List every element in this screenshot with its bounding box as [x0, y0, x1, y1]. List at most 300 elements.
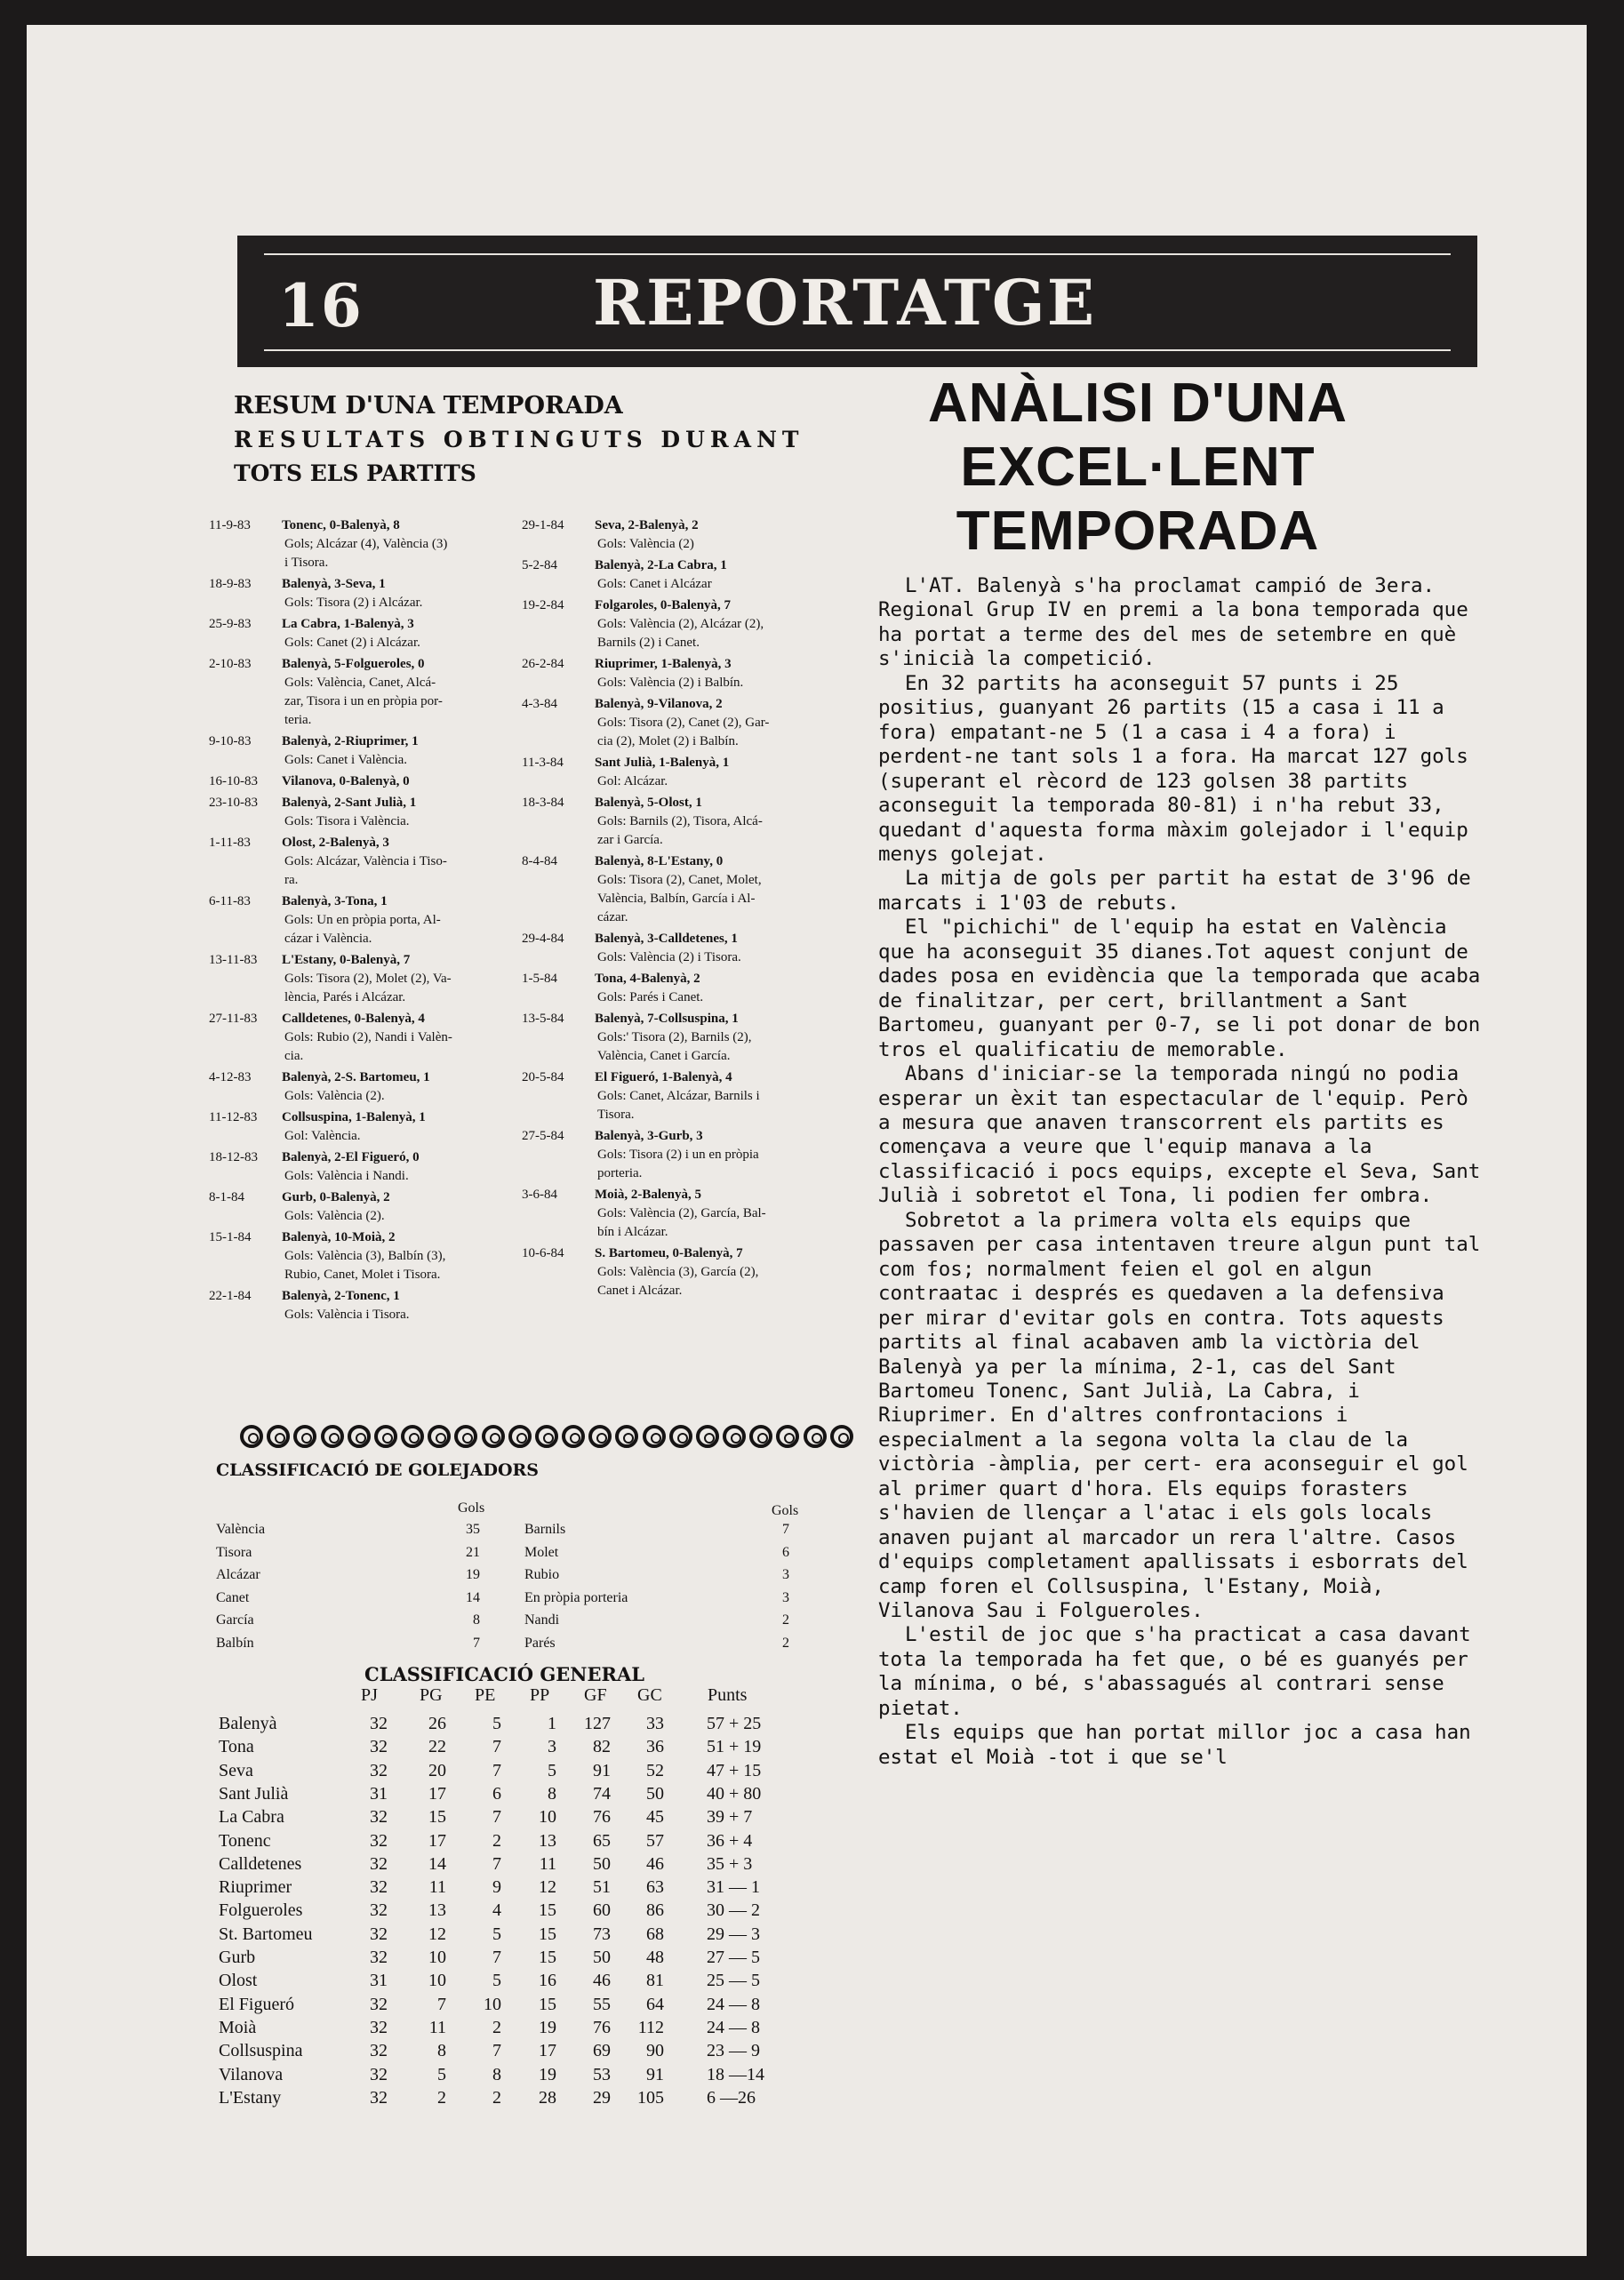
scorer-goals: 7 [473, 1635, 480, 1651]
standings-cell: 32 [370, 1737, 388, 1757]
result-date: 18-9-83 [209, 577, 252, 591]
standings-cell: 32 [370, 1924, 388, 1944]
standings-cell: 31 [370, 1971, 388, 1991]
standings-cell: 76 [593, 1807, 611, 1828]
ornament-ring [454, 1425, 477, 1448]
result-date: 13-5-84 [522, 1012, 564, 1026]
scorer-goals: 3 [782, 1567, 789, 1582]
result-score: Balenyà, 2-Tonenc, 1 [282, 1289, 400, 1303]
scorer-name: Molet [524, 1544, 559, 1560]
standings-cell: 46 [593, 1971, 611, 1991]
ornament-ring [804, 1425, 827, 1448]
result-scorers: bín i Alcázar. [597, 1225, 668, 1239]
standings-cell: 11 [428, 2017, 446, 2037]
result-scorers: Gol: Alcázar. [597, 774, 668, 788]
result-date: 5-2-84 [522, 558, 557, 572]
standings-cell: 32 [370, 1877, 388, 1898]
standings-cell: 19 [539, 2064, 556, 2084]
standings-cell: 39 + 7 [707, 1807, 753, 1828]
article-title-line: ANÀLISI D'UNA [927, 372, 1348, 434]
result-date: 3-6-84 [522, 1188, 557, 1202]
result-text [595, 655, 824, 692]
standings-cell: 36 [646, 1737, 664, 1757]
result-scorers: teria. [284, 713, 312, 727]
result-score: Balenyà, 7-Collsuspina, 1 [595, 1012, 739, 1026]
result-score: Riuprimer, 1-Balenyà, 3 [595, 657, 732, 671]
section-banner [237, 236, 1477, 367]
standings-cell: 1 [548, 1714, 556, 1733]
scorer-name: Nandi [524, 1612, 560, 1628]
standings-cell: 31 [370, 1783, 388, 1804]
result-score: Calldetenes, 0-Balenyà, 4 [282, 1012, 425, 1026]
result-score: Balenyà, 9-Vilanova, 2 [595, 697, 723, 711]
standings-header: PE [475, 1685, 496, 1705]
result-text [282, 655, 511, 730]
result-text [282, 1287, 511, 1324]
summary-subheading-2: TOTS ELS PARTITS [234, 460, 476, 486]
team-name: El Figueró [219, 1994, 294, 2014]
result-scorers: Gols: València (2), García, Bal- [597, 1206, 766, 1220]
scorers-title: CLASSIFICACIÓ DE GOLEJADORS [216, 1460, 540, 1480]
standings-cell: 16 [539, 1971, 556, 1991]
standings-cell: 8 [548, 1783, 556, 1804]
article-body [878, 574, 1492, 1770]
standings-cell: 29 — 3 [707, 1924, 760, 1944]
result-date: 18-3-84 [522, 796, 564, 810]
result-score: Gurb, 0-Balenyà, 2 [282, 1190, 390, 1204]
article-paragraph: En 32 partits ha aconseguit 57 punts i 25 positius, guanyant 26 partits (15 a casa i 11 a fora) empatant-ne 5 (1 a casa i 4 a fora) i perdent-ne tant sols 1 a fora. Ha marcat 127 gols (superant el rècord de 123 golsen 38 partits aconseguit la temporada 80-81) i n'ha rebut 33, quedant d'aquesta forma màxim golejador i l'equip menys golejat. [878, 671, 1468, 866]
standings-cell: 32 [370, 2087, 388, 2108]
standings-title: CLASSIFICACIÓ GENERAL [364, 1663, 644, 1685]
result-scorers: Gols: Tisora (2), Molet (2), Va- [284, 972, 452, 986]
scorer-goals: 8 [473, 1612, 480, 1628]
result-date: 13-11-83 [209, 953, 258, 967]
standings-cell: 57 [646, 1830, 664, 1851]
standings-cell: 36 + 4 [707, 1830, 753, 1851]
result-scorers: Gols; Alcázar (4), València (3) [284, 537, 448, 551]
ornament-ring [588, 1425, 612, 1448]
standings-cell: 90 [646, 2041, 664, 2061]
standings-cell: 32 [370, 1760, 388, 1780]
standings-cell: 105 [637, 2087, 664, 2108]
result-text [595, 1068, 824, 1124]
result-scorers: cia (2), Molet (2) i Balbín. [597, 734, 739, 748]
team-name: Moià [219, 2017, 257, 2037]
result-date: 19-2-84 [522, 598, 564, 612]
result-date: 4-12-83 [209, 1070, 252, 1084]
page-number: 16 [278, 271, 364, 340]
standings-cell: 68 [646, 1924, 664, 1944]
team-name: Tona [219, 1737, 254, 1757]
standings-cell: 7 [492, 1807, 501, 1828]
page [27, 25, 1587, 2256]
result-score: S. Bartomeu, 0-Balenyà, 7 [595, 1246, 743, 1260]
result-scorers: Gols: Tisora (2) i un en pròpia [597, 1148, 759, 1162]
result-text [282, 892, 511, 948]
result-text [595, 516, 824, 554]
ornament-ring [776, 1425, 799, 1448]
standings-cell: 46 [646, 1853, 664, 1874]
result-text [282, 1010, 511, 1066]
standings-cell: 17 [539, 2041, 556, 2061]
result-scorers: València, Canet i García. [597, 1049, 731, 1063]
scorer-goals: 2 [782, 1635, 789, 1651]
result-scorers: Gols: Tisora (2), Canet (2), Gar- [597, 716, 770, 730]
standings-cell: 63 [646, 1877, 664, 1898]
standings-cell: 47 + 15 [707, 1760, 762, 1780]
standings-cell: 7 [492, 1948, 501, 1967]
standings-cell: 60 [593, 1900, 611, 1921]
scorer-name: Alcázar [216, 1567, 260, 1582]
standings-cell: 26 [428, 1714, 446, 1733]
article-title [853, 372, 1422, 564]
team-name: Sant Julià [219, 1783, 289, 1804]
standings-cell: 10 [539, 1807, 556, 1828]
result-score: Balenyà, 2-Sant Julià, 1 [282, 796, 417, 810]
ornament-ring [830, 1425, 853, 1448]
standings-cell: 73 [593, 1924, 611, 1944]
standings-cell: 5 [492, 1924, 501, 1944]
standings-cell: 32 [370, 2041, 388, 2061]
result-score: La Cabra, 1-Balenyà, 3 [282, 617, 414, 631]
standings-cell: 17 [428, 1783, 446, 1804]
standings-header: PP [530, 1685, 550, 1705]
ornament-ring [348, 1425, 371, 1448]
result-text [282, 1188, 511, 1226]
result-scorers: lència, Parés i Alcázar. [284, 990, 406, 1004]
article-title-line: EXCEL·LENT [960, 436, 1316, 498]
team-name: Olost [219, 1971, 258, 1991]
result-scorers: Gols: Canet i Alcázar [597, 577, 712, 591]
standings-cell: 32 [370, 1807, 388, 1828]
result-scorers: Gols: València (2). [284, 1209, 385, 1223]
ornament-ring [482, 1425, 505, 1448]
result-scorers: cia. [284, 1049, 304, 1063]
result-text [282, 575, 511, 612]
result-date: 25-9-83 [209, 617, 252, 631]
standings-cell: 81 [646, 1971, 664, 1991]
scorer-name: Rubio [524, 1567, 560, 1582]
standings-cell: 31 — 1 [707, 1877, 760, 1898]
result-score: Balenyà, 2-El Figueró, 0 [282, 1150, 420, 1164]
result-date: 18-12-83 [209, 1150, 258, 1164]
result-score: Balenyà, 2-S. Bartomeu, 1 [282, 1070, 430, 1084]
team-name: Seva [219, 1760, 253, 1780]
scorer-name: Balbín [216, 1635, 254, 1651]
result-score: Sant Julià, 1-Balenyà, 1 [595, 756, 730, 770]
result-score: Balenyà, 3-Tona, 1 [282, 894, 388, 908]
standings-cell: 52 [646, 1760, 664, 1780]
standings-cell: 25 — 5 [707, 1971, 760, 1991]
standings-cell: 127 [584, 1714, 611, 1733]
result-scorers: Gols: València (2). [284, 1089, 385, 1103]
article-paragraph: Abans d'iniciar-se la temporada ningú no podia esperar un èxit tan espectacular de l'equip. Però a mesura que anaven transcorrent els partits es començava a veure que l'equip manava a la classificació i pocs equips, excepte el Seva, Sant Julià i sobretot el Tona, li podien fer ombra. [878, 1062, 1481, 1208]
ornament-ring [669, 1425, 692, 1448]
team-name: L'Estany [219, 2087, 282, 2108]
standings-cell: 10 [428, 1948, 446, 1967]
standings-cell: 45 [646, 1807, 664, 1828]
result-scorers: Gols: Canet i València. [284, 753, 408, 767]
ornament-ring [428, 1425, 451, 1448]
ornament-divider [240, 1425, 853, 1460]
ornament-ring [643, 1425, 666, 1448]
ornament-ring [401, 1425, 424, 1448]
scorer-goals: 19 [466, 1567, 480, 1582]
standings-header: PG [420, 1685, 443, 1705]
standings-cell: 10 [484, 1994, 501, 2014]
result-text [595, 754, 824, 791]
standings-cell: 22 [428, 1737, 446, 1757]
result-score: Balenyà, 5-Folgueroles, 0 [282, 657, 425, 671]
standings-cell: 82 [593, 1737, 611, 1757]
scorer-name: Parés [524, 1635, 556, 1651]
result-scorers: Gols: Un en pròpia porta, Al- [284, 913, 441, 927]
standings-cell: 57 + 25 [707, 1714, 762, 1733]
result-score: El Figueró, 1-Balenyà, 4 [595, 1070, 732, 1084]
result-date: 29-4-84 [522, 932, 564, 946]
standings-cell: 2 [492, 1830, 501, 1851]
standings-cell: 14 [428, 1853, 446, 1874]
standings-cell: 2 [492, 2087, 501, 2108]
standings-cell: 29 [593, 2087, 611, 2108]
result-text [595, 1186, 824, 1242]
result-date: 29-1-84 [522, 518, 564, 532]
ornament-ring [696, 1425, 719, 1448]
standings-header: Punts [708, 1685, 748, 1705]
result-score: Balenyà, 3-Gurb, 3 [595, 1129, 703, 1143]
standings-cell: 74 [593, 1783, 611, 1804]
result-scorers: Canet i Alcázar. [597, 1284, 683, 1298]
standings-cell: 50 [593, 1853, 611, 1874]
result-scorers: Gols: Tisora (2) i Alcázar. [284, 596, 423, 610]
standings-cell: 13 [428, 1900, 446, 1921]
result-score: Tona, 4-Balenyà, 2 [595, 972, 700, 986]
ornament-ring [723, 1425, 746, 1448]
standings-cell: 15 [539, 1924, 556, 1944]
standings-header: GC [637, 1685, 662, 1705]
standings-cell: 7 [492, 2041, 501, 2061]
result-text [595, 852, 824, 927]
team-name: Gurb [219, 1948, 256, 1967]
team-name: Vilanova [219, 2064, 284, 2084]
standings-cell: 7 [492, 1853, 501, 1874]
result-date: 27-5-84 [522, 1129, 564, 1143]
result-date: 6-11-83 [209, 894, 251, 908]
banner-rule-top [264, 253, 1451, 255]
standings-cell: 23 — 9 [707, 2041, 760, 2061]
result-date: 1-11-83 [209, 836, 251, 850]
result-date: 20-5-84 [522, 1070, 564, 1084]
standings-header: PJ [361, 1685, 378, 1705]
standings-cell: 7 [492, 1737, 501, 1757]
result-text [282, 834, 511, 890]
summary-heading: RESUM D'UNA TEMPORADA [234, 392, 623, 420]
result-score: Balenyà, 8-L'Estany, 0 [595, 854, 724, 868]
result-date: 9-10-83 [209, 734, 252, 748]
result-date: 4-3-84 [522, 697, 557, 711]
standings-cell: 76 [593, 2017, 611, 2037]
ornament-ring [535, 1425, 558, 1448]
standings-cell: 32 [370, 1900, 388, 1921]
result-date: 10-6-84 [522, 1246, 564, 1260]
result-score: Tonenc, 0-Balenyà, 8 [282, 518, 400, 532]
ornament-ring [321, 1425, 344, 1448]
result-score: Balenyà, 10-Moià, 2 [282, 1230, 396, 1244]
standings-cell: 112 [637, 2017, 664, 2037]
standings-cell: 28 [539, 2087, 556, 2108]
result-text [282, 1228, 511, 1284]
standings-header: GF [584, 1685, 607, 1705]
result-score: Balenyà, 2-La Cabra, 1 [595, 558, 727, 572]
result-scorers: porteria. [597, 1166, 643, 1180]
result-text [595, 1244, 824, 1300]
standings-cell: 32 [370, 2017, 388, 2037]
result-text [282, 1068, 511, 1106]
result-scorers: Gols: Rubio (2), Nandi i Valèn- [284, 1030, 452, 1044]
standings-cell: 51 [593, 1877, 611, 1898]
standings-cell: 5 [548, 1760, 556, 1780]
result-scorers: zar, Tisora i un en pròpia por- [284, 694, 443, 708]
result-scorers: Gols: Canet, Alcázar, Barnils i [597, 1089, 760, 1103]
result-score: Olost, 2-Balenyà, 3 [282, 836, 389, 850]
result-text [282, 951, 511, 1007]
team-name: Tonenc [219, 1830, 271, 1851]
scorer-name: Canet [216, 1589, 250, 1605]
standings-cell: 69 [593, 2041, 611, 2061]
scorer-goals: 2 [782, 1612, 789, 1628]
result-text [282, 516, 511, 572]
result-scorers: cázar i València. [284, 932, 372, 946]
standings-cell: 32 [370, 2064, 388, 2084]
standings-cell: 86 [646, 1900, 664, 1921]
article-title-line: TEMPORADA [956, 500, 1320, 562]
ornament-ring [267, 1425, 290, 1448]
result-score: Balenyà, 3-Calldetenes, 1 [595, 932, 738, 946]
standings-cell: 15 [539, 1994, 556, 2014]
scorers-goals-header: Gols [458, 1500, 485, 1516]
result-date: 11-9-83 [209, 518, 251, 532]
ornament-ring [240, 1425, 263, 1448]
result-score: L'Estany, 0-Balenyà, 7 [282, 953, 411, 967]
result-text [595, 556, 824, 594]
standings-cell: 12 [539, 1877, 556, 1898]
standings-cell: 65 [593, 1830, 611, 1851]
result-date: 2-10-83 [209, 657, 252, 671]
result-score: Folgaroles, 0-Balenyà, 7 [595, 598, 732, 612]
article-paragraph: L'AT. Balenyà s'ha proclamat campió de 3era. Regional Grup IV en premi a la bona temporada que ha portat a terme des del mes de setembre en què s'inicià la competició. [878, 574, 1468, 671]
result-text [282, 615, 511, 652]
ornament-ring [293, 1425, 316, 1448]
result-score: Vilanova, 0-Balenyà, 0 [282, 774, 410, 788]
scorer-name: García [216, 1612, 254, 1628]
standings-cell: 17 [428, 1830, 446, 1851]
scorer-name: València [216, 1522, 266, 1537]
result-date: 16-10-83 [209, 774, 258, 788]
standings-cell: 3 [548, 1737, 556, 1757]
standings-cell: 53 [593, 2064, 611, 2084]
result-scorers: i Tisora. [284, 556, 329, 570]
result-scorers: Gols: Parés i Canet. [597, 990, 704, 1004]
result-text [595, 970, 824, 1007]
scorer-goals: 6 [782, 1544, 789, 1560]
result-date: 26-2-84 [522, 657, 564, 671]
standings-cell: 8 [437, 2041, 446, 2061]
standings-cell: 35 + 3 [707, 1853, 753, 1874]
scorer-goals: 7 [782, 1522, 789, 1537]
ornament-ring [615, 1425, 638, 1448]
result-scorers: Gol: València. [284, 1129, 361, 1143]
summary-subheading: RESULTATS OBTINGUTS DURANT [234, 427, 804, 452]
standings-cell: 5 [492, 1714, 501, 1733]
result-date: 11-12-83 [209, 1110, 258, 1124]
result-text [595, 596, 824, 652]
result-text [282, 1148, 511, 1186]
result-scorers: ra. [284, 873, 299, 887]
article-paragraph: La mitja de gols per partit ha estat de 3'96 de marcats i 1'03 de rebuts. [878, 867, 1471, 915]
scorer-name: Tisora [216, 1544, 252, 1560]
article-paragraph: El "pichichi" de l'equip ha estat en València que ha aconseguit 35 dianes.Tot aquest conjunt de dades posa en evidència que la temporada que acaba de finalitzar, per cert, brillantment a Sant Bartomeu, guanyant per 0-7, se li pot donar de bon tros el qualificatiu de memorable. [878, 916, 1481, 1061]
team-name: St. Bartomeu [219, 1924, 313, 1944]
result-scorers: Gols: Canet (2) i Alcázar. [284, 636, 420, 650]
result-date: 1-5-84 [522, 972, 557, 986]
ornament-ring [508, 1425, 532, 1448]
standings-cell: 8 [492, 2064, 501, 2084]
standings-cell: 6 —26 [707, 2087, 756, 2108]
result-scorers: Gols: Barnils (2), Tisora, Alcá- [597, 814, 763, 828]
result-scorers: Gols: València (3), Balbín (3), [284, 1249, 446, 1263]
standings-cell: 7 [492, 1760, 501, 1780]
section-title: REPORTATGE [593, 266, 1097, 340]
team-name: La Cabra [219, 1807, 284, 1828]
result-date: 11-3-84 [522, 756, 564, 770]
team-name: Folgueroles [219, 1900, 303, 1921]
article-paragraph: Sobretot a la primera volta els equips que passaven per casa intentaven treure algun punt tal com fos; normalment feien el gol en algun contraatac i després es quedaven a la defensiva per mirar d'evitar gols en contra. Tots aquests partits al final acabaven amb la victòria del Balenyà ya per la mínima, 2-1, cas del Sant Bartomeu Tonenc, Sant Julià, La Cabra, i Riuprimer. En d'altres confrontacions i especialment a la segona volta la clau de la victòria -àmplia, per cert- era aconseguir el gol al primer quart d'hora. Els equips forasters s'havien de llençar a l'atac i els gols locals anaven pujant al marcador un rera l'altre. Casos d'equips completament apallissats i esborrats del camp foren el Collsuspina, l'Estany, Moià, Vilanova Sau i Folgueroles. [878, 1208, 1481, 1623]
result-scorers: Gols: València (2) i Tisora. [597, 950, 741, 964]
standings-cell: 2 [437, 2087, 446, 2108]
standings-cell: 10 [428, 1971, 446, 1991]
result-date: 23-10-83 [209, 796, 258, 810]
ornament-ring [562, 1425, 585, 1448]
standings-cell: 40 + 80 [707, 1783, 762, 1804]
result-scorers: Tisora. [597, 1108, 635, 1122]
standings-cell: 32 [370, 1994, 388, 2014]
standings-cell: 55 [593, 1994, 611, 2014]
result-scorers: Gols:' Tisora (2), Barnils (2), [597, 1030, 752, 1044]
result-scorers: Gols: València (2) i Balbín. [597, 676, 744, 690]
result-scorers: Gols: València i Nandi. [284, 1169, 409, 1183]
result-scorers: Barnils (2) i Canet. [597, 636, 700, 650]
result-text [595, 1010, 824, 1066]
result-score: Balenyà, 5-Olost, 1 [595, 796, 702, 810]
standings-cell: 32 [370, 1714, 388, 1733]
result-text [282, 1108, 511, 1146]
standings-cell: 64 [646, 1994, 664, 2014]
article-paragraph: Els equips que han portat millor joc a casa han estat el Moià -tot i que se'l [878, 1721, 1471, 1769]
results-column-right [522, 494, 851, 1383]
team-name: Balenyà [219, 1714, 277, 1733]
standings-cell: 2 [492, 2017, 501, 2037]
standings-cell: 20 [428, 1760, 446, 1780]
result-scorers: Gols: Tisora i València. [284, 814, 410, 828]
result-score: Moià, 2-Balenyà, 5 [595, 1188, 701, 1202]
result-text [595, 1127, 824, 1183]
standings-cell: 13 [539, 1830, 556, 1851]
result-score: Balenyà, 3-Seva, 1 [282, 577, 386, 591]
standings-cell: 50 [593, 1948, 611, 1967]
result-score: Collsuspina, 1-Balenyà, 1 [282, 1110, 426, 1124]
ornament-ring [749, 1425, 772, 1448]
standings-cell: 7 [437, 1994, 446, 2014]
